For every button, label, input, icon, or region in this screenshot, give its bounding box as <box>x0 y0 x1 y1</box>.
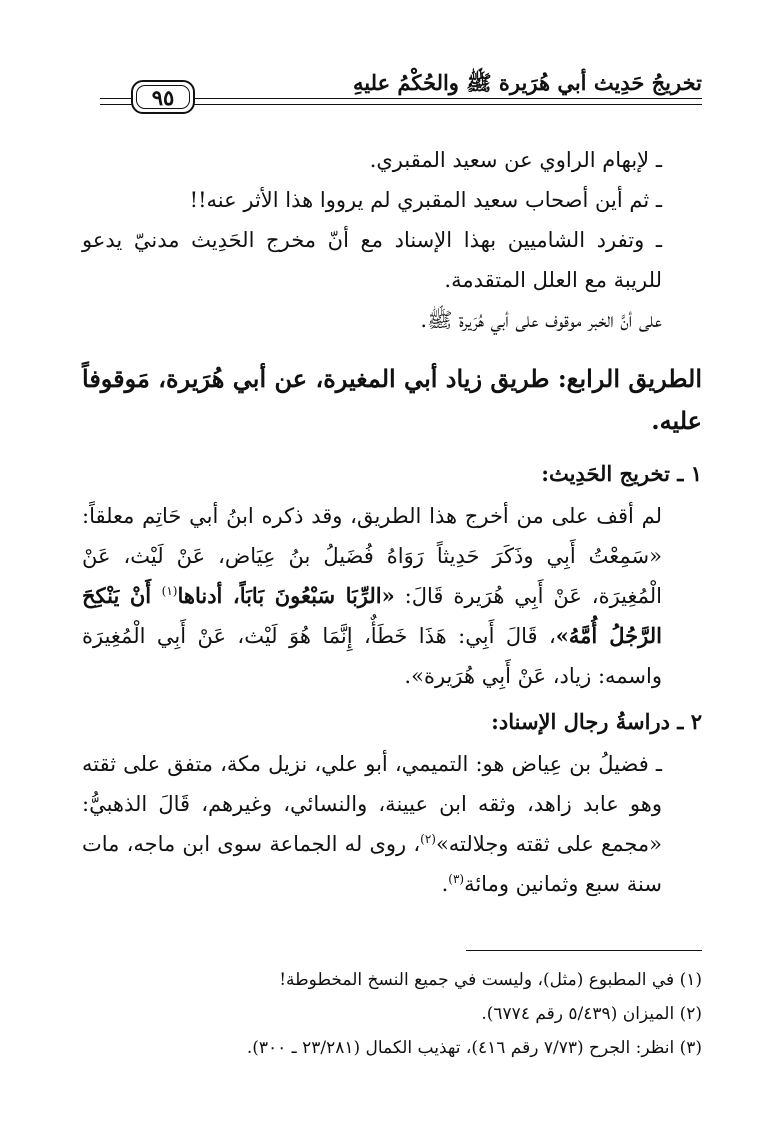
footnote-ref-3[interactable]: (٣) <box>448 872 465 886</box>
footnote-2: (٢) الميزان (٥/٤٣٩ رقم ٦٧٧٤). <box>481 1004 702 1024</box>
section-1-title: ١ ـ تخريج الحَدِيث: <box>541 461 702 486</box>
footnote-ref-2[interactable]: (٢) <box>420 832 436 846</box>
section-2-text-b: ، روى له الجماعة سوى ابن ماجه، مات سنة سبع وثمانين ومائة <box>82 832 662 896</box>
section-2-text-a: ـ فضيلُ بن عِياض هو: التميمي، أبو علي، نزيل مكة، متفق على ثقته وهو عابد زاهد، وثقه ابن عيينة، والنسائي، وغيرهم، قَالَ الذهبيُّ: «مجمع على ثقته وجلالته» <box>82 752 662 856</box>
section-heading: الطريق الرابع: طريق زياد أبي المغيرة، عن أبي هُرَيرة، مَوقوفاً عليه. <box>82 364 702 435</box>
page-number-label: ٩٥ <box>151 84 175 110</box>
section-2-text-c: . <box>441 872 449 896</box>
section-1-text-d: ، قَالَ أَبِي: هَذَا خَطَأٌ، إِنَّمَا هُوَ لَيْث، عَنْ أَبِي الْمُغِيرَة واسمه: زياد، عَنْ أَبِي هُرَيرة». <box>82 624 662 688</box>
footnote-separator <box>466 950 702 951</box>
paragraph-3: ـ وتفرد الشاميين بهذا الإسناد مع أنّ مخرج الحَدِيث مدنيّ يدعو للريبة مع العلل المتقدمة. <box>82 228 662 292</box>
section-1-text <box>82 496 702 696</box>
running-header-title: تخريجُ حَدِيث أبي هُرَيرة ﷺ والحُكْمُ عليهِ <box>353 70 702 95</box>
main-text <box>82 140 702 904</box>
section-2-title: ٢ ـ دراسةُ رجال الإسناد: <box>491 709 702 734</box>
footnote-3: (٣) انظر: الجرح (٧/٧٣ رقم ٤١٦)، تهذيب الكمال (٢٣/٢٨١ ـ ٣٠٠). <box>246 1038 702 1058</box>
section-1-quote-end: أَنْ يَنْكِحَ الرَّجُلُ أُمَّهُ» <box>82 583 662 648</box>
paragraph-1: ـ لإبهام الراوي عن سعيد المقبري. <box>369 148 662 172</box>
footnotes <box>82 963 702 1065</box>
footnote-1: (١) في المطبوع (مثل)، وليست في جميع النسخ المخطوطة! <box>279 970 702 990</box>
footnote-ref-1[interactable]: (١) <box>161 584 178 598</box>
paragraph-2: ـ ثم أين أصحاب سعيد المقبري لم يرووا هذا الأثر عنه!! <box>189 188 662 212</box>
paragraph-4: على أنَّ الخبر موقوف على أبي هُرَيرة ﷺ. <box>420 308 662 332</box>
section-1-text-a: لم أقف على من أخرج هذا الطريق، وقد ذكره ابنُ أبي حَاتِم معلقاً: «سَمِعْتُ أَبِي وذَكَرَ حَدِيثاً رَوَاهُ فُضَيلُ بنُ عِيَاض، عَنْ لَيْث، عَنْ الْمُغِيرَة، عَنْ أَبِي هُرَيرة قَالَ: <box>82 504 663 608</box>
section-2-text <box>82 744 702 904</box>
page-number <box>131 80 195 114</box>
section-1-quote: «الرِّبَا سَبْعُونَ بَابَاً، أدناها <box>177 583 395 608</box>
